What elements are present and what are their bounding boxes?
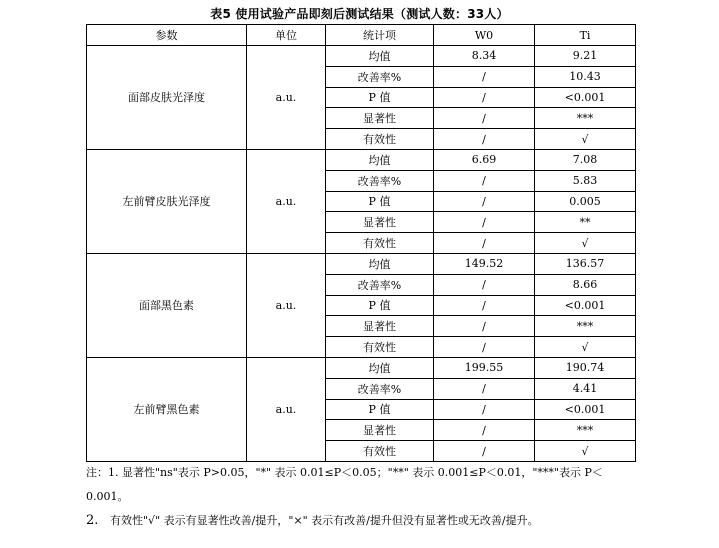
w0-cell: / — [434, 233, 535, 254]
ti-cell: √ — [535, 441, 636, 462]
stat-cell: 显著性 — [326, 108, 434, 129]
ti-cell: 4.41 — [535, 378, 636, 399]
table-row — [87, 357, 636, 378]
ti-cell: ** — [535, 212, 636, 233]
results-table — [86, 24, 636, 462]
ti-cell: *** — [535, 108, 636, 129]
stat-cell: 均值 — [326, 357, 434, 378]
stat-cell: 有效性 — [326, 441, 434, 462]
stat-cell: P 值 — [326, 399, 434, 420]
ti-cell: *** — [535, 420, 636, 441]
w0-cell: / — [434, 274, 535, 295]
w0-cell: / — [434, 129, 535, 150]
w0-cell: 149.52 — [434, 253, 535, 274]
w0-cell: / — [434, 87, 535, 108]
stat-cell: 有效性 — [326, 129, 434, 150]
stat-cell: 显著性 — [326, 212, 434, 233]
param-cell: 左前臂皮肤光泽度 — [87, 149, 247, 253]
header-ti: Ti — [535, 25, 636, 46]
footnote-2-number: 2. — [86, 513, 99, 528]
footnote-1: 注：1. 显著性"ns"表示 P>0.05，"*" 表示 0.01≤P＜0.05；"**" 表示 0.001≤P＜0.01，"***"表示 P＜ — [86, 466, 603, 479]
table-row — [87, 46, 636, 67]
ti-cell: 190.74 — [535, 357, 636, 378]
param-cell: 左前臂黑色素 — [87, 357, 247, 461]
w0-cell: / — [434, 191, 535, 212]
w0-cell: / — [434, 170, 535, 191]
stat-cell: 有效性 — [326, 337, 434, 358]
w0-cell: / — [434, 66, 535, 87]
w0-cell: / — [434, 108, 535, 129]
w0-cell: / — [434, 399, 535, 420]
stat-cell: P 值 — [326, 295, 434, 316]
param-cell: 面部皮肤光泽度 — [87, 46, 247, 150]
w0-cell: 8.34 — [434, 46, 535, 67]
stat-cell: 改善率% — [326, 170, 434, 191]
ti-cell: 7.08 — [535, 149, 636, 170]
ti-cell: <0.001 — [535, 295, 636, 316]
stat-cell: 显著性 — [326, 316, 434, 337]
unit-cell: a.u. — [247, 253, 326, 357]
ti-cell: √ — [535, 233, 636, 254]
footnote-2 — [86, 509, 539, 533]
ti-cell: √ — [535, 129, 636, 150]
table-row — [87, 149, 636, 170]
w0-cell: 6.69 — [434, 149, 535, 170]
ti-cell: 5.83 — [535, 170, 636, 191]
stat-cell: 均值 — [326, 253, 434, 274]
w0-cell: / — [434, 316, 535, 337]
w0-cell: / — [434, 441, 535, 462]
unit-cell: a.u. — [247, 357, 326, 461]
stat-cell: 均值 — [326, 46, 434, 67]
unit-cell: a.u. — [247, 46, 326, 150]
table-header-row — [87, 25, 636, 46]
ti-cell: √ — [535, 337, 636, 358]
unit-cell: a.u. — [247, 149, 326, 253]
param-cell: 面部黑色素 — [87, 253, 247, 357]
stat-cell: 有效性 — [326, 233, 434, 254]
ti-cell: *** — [535, 316, 636, 337]
ti-cell: <0.001 — [535, 87, 636, 108]
stat-cell: 改善率% — [326, 66, 434, 87]
w0-cell: / — [434, 295, 535, 316]
footnote-1-continued: 0.001。 — [86, 490, 129, 503]
header-unit: 单位 — [247, 25, 326, 46]
stat-cell: P 值 — [326, 191, 434, 212]
stat-cell: 改善率% — [326, 378, 434, 399]
stat-cell: P 值 — [326, 87, 434, 108]
w0-cell: 199.55 — [434, 357, 535, 378]
stat-cell: 均值 — [326, 149, 434, 170]
header-stat: 统计项 — [326, 25, 434, 46]
w0-cell: / — [434, 420, 535, 441]
w0-cell: / — [434, 378, 535, 399]
ti-cell: 9.21 — [535, 46, 636, 67]
ti-cell: 0.005 — [535, 191, 636, 212]
ti-cell: <0.001 — [535, 399, 636, 420]
w0-cell: / — [434, 337, 535, 358]
table-row — [87, 253, 636, 274]
header-param: 参数 — [87, 25, 247, 46]
stat-cell: 显著性 — [326, 420, 434, 441]
ti-cell: 136.57 — [535, 253, 636, 274]
ti-cell: 8.66 — [535, 274, 636, 295]
footnote-2-text: 有效性"√" 表示有显著性改善/提升，"×" 表示有改善/提升但没有显著性或无改善/提升。 — [110, 514, 539, 527]
stat-cell: 改善率% — [326, 274, 434, 295]
ti-cell: 10.43 — [535, 66, 636, 87]
w0-cell: / — [434, 212, 535, 233]
table-caption: 表5 使用试验产品即刻后测试结果（测试人数：33人） — [210, 7, 509, 21]
header-w0: W0 — [434, 25, 535, 46]
